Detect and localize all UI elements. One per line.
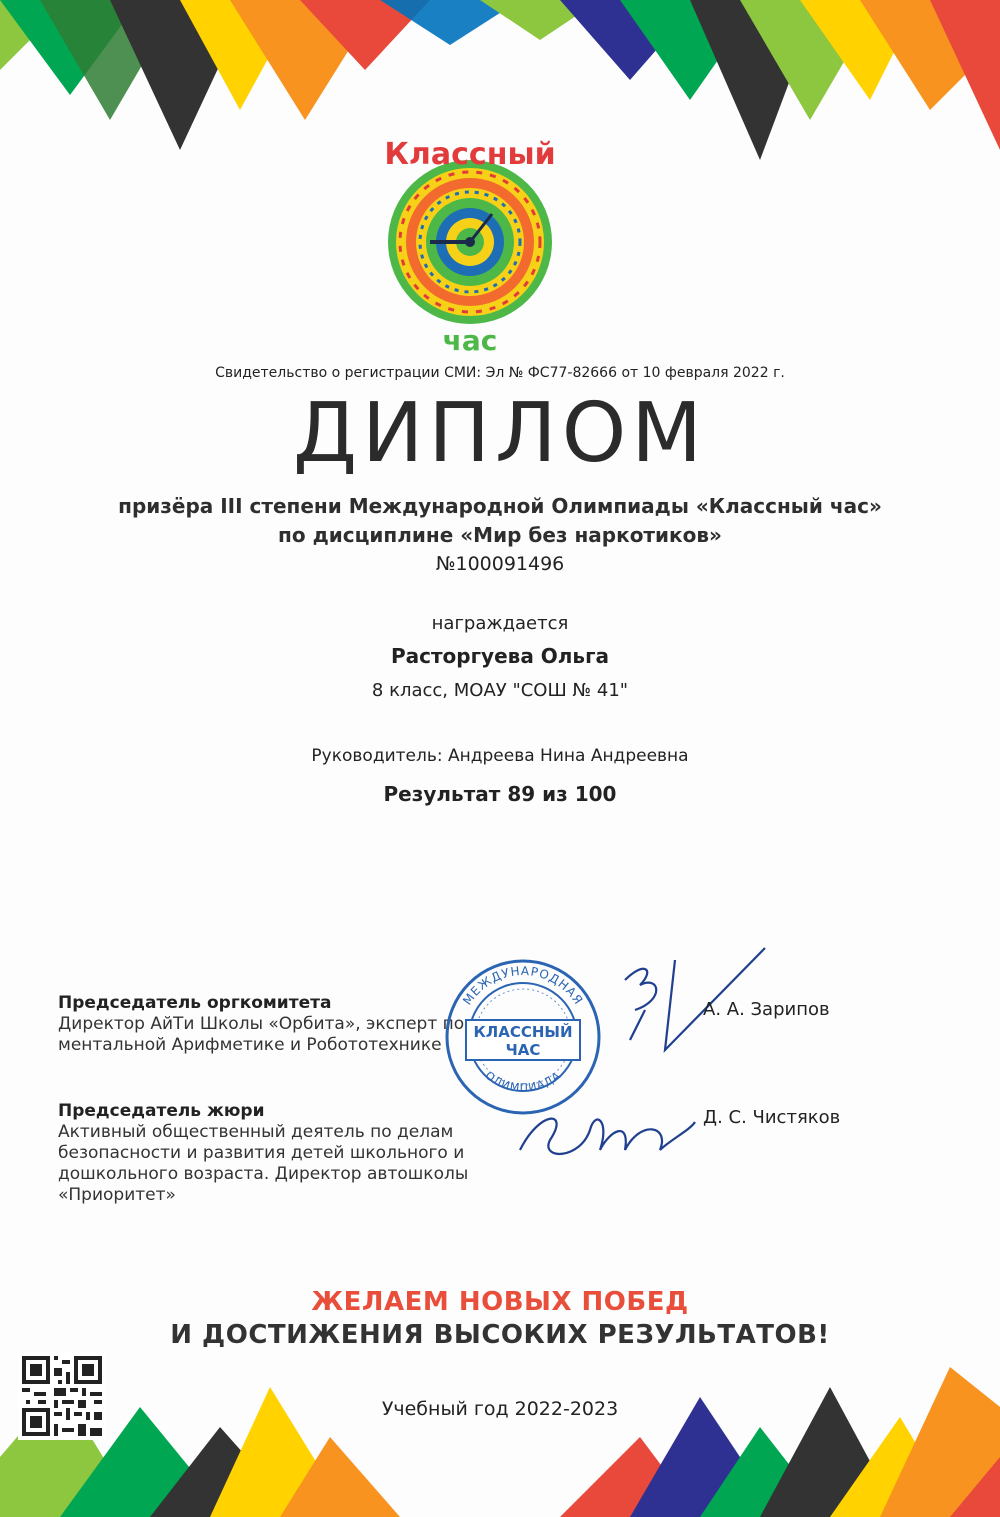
registration-note: Свидетельство о регистрации СМИ: Эл № ФС77-82666 от 10 февраля 2022 г.	[215, 365, 785, 381]
supervisor-line: Руководитель: Андреева Нина Андреевна	[311, 746, 689, 766]
jury-heading: Председатель жюри	[58, 1101, 265, 1121]
stamp-center-line-2: ЧАС	[505, 1041, 541, 1059]
signature-chistyakov	[500, 1080, 700, 1180]
academic-year: Учебный год 2022-2023	[381, 1398, 619, 1420]
jury-block	[58, 1101, 478, 1206]
logo-word-top: Классный	[384, 137, 556, 172]
svg-text:МЕЖДУНАРОДНАЯ	[460, 964, 586, 1008]
stamp-center-line-1: КЛАССНЫЙ	[473, 1023, 573, 1041]
subtitle-line-1: призёра III степени Международной Олимпиады «Классный час»	[118, 494, 882, 518]
organizer-description: Директор АйТи Школы «Орбита», эксперт по ментальной Арифметике и Робототехнике	[58, 1014, 465, 1055]
qr-code	[18, 1352, 106, 1440]
bottom-decorative-band	[0, 1347, 1000, 1517]
signer-name-chistyakov: Д. С. Чистяков	[703, 1107, 841, 1128]
signer-name-zaripov: А. А. Зарипов	[703, 999, 830, 1020]
diploma-title: ДИПЛОМ	[292, 386, 707, 481]
stamp-ring-top: МЕЖДУНАРОДНАЯ	[460, 963, 586, 1008]
recipient-school: 8 класс, МОАУ "СОШ № 41"	[371, 680, 629, 701]
result-line: Результат 89 из 100	[383, 782, 617, 806]
awarded-label: награждается	[431, 613, 569, 634]
wish-line-2: И ДОСТИЖЕНИЯ ВЫСОКИХ РЕЗУЛЬТАТОВ!	[170, 1320, 830, 1350]
subtitle-line-2: по дисциплине «Мир без наркотиков»	[278, 523, 722, 547]
organizer-heading: Председатель оргкомитета	[58, 993, 332, 1013]
diploma-number: №100091496	[435, 553, 565, 575]
organizer-block	[58, 993, 478, 1056]
logo-word-bottom: час	[442, 324, 498, 357]
recipient-name: Расторгуева Ольга	[390, 644, 610, 668]
klassny-chas-logo	[350, 132, 590, 362]
jury-description: Активный общественный деятель по делам безопасности и развития детей школьного и дошкольного возраста. Директор автошколы «Приоритет»	[58, 1122, 469, 1205]
wish-line-1: ЖЕЛАЕМ НОВЫХ ПОБЕД	[311, 1287, 689, 1317]
stamp-ring-bottom: ОЛИМПИАДА	[482, 1068, 564, 1095]
